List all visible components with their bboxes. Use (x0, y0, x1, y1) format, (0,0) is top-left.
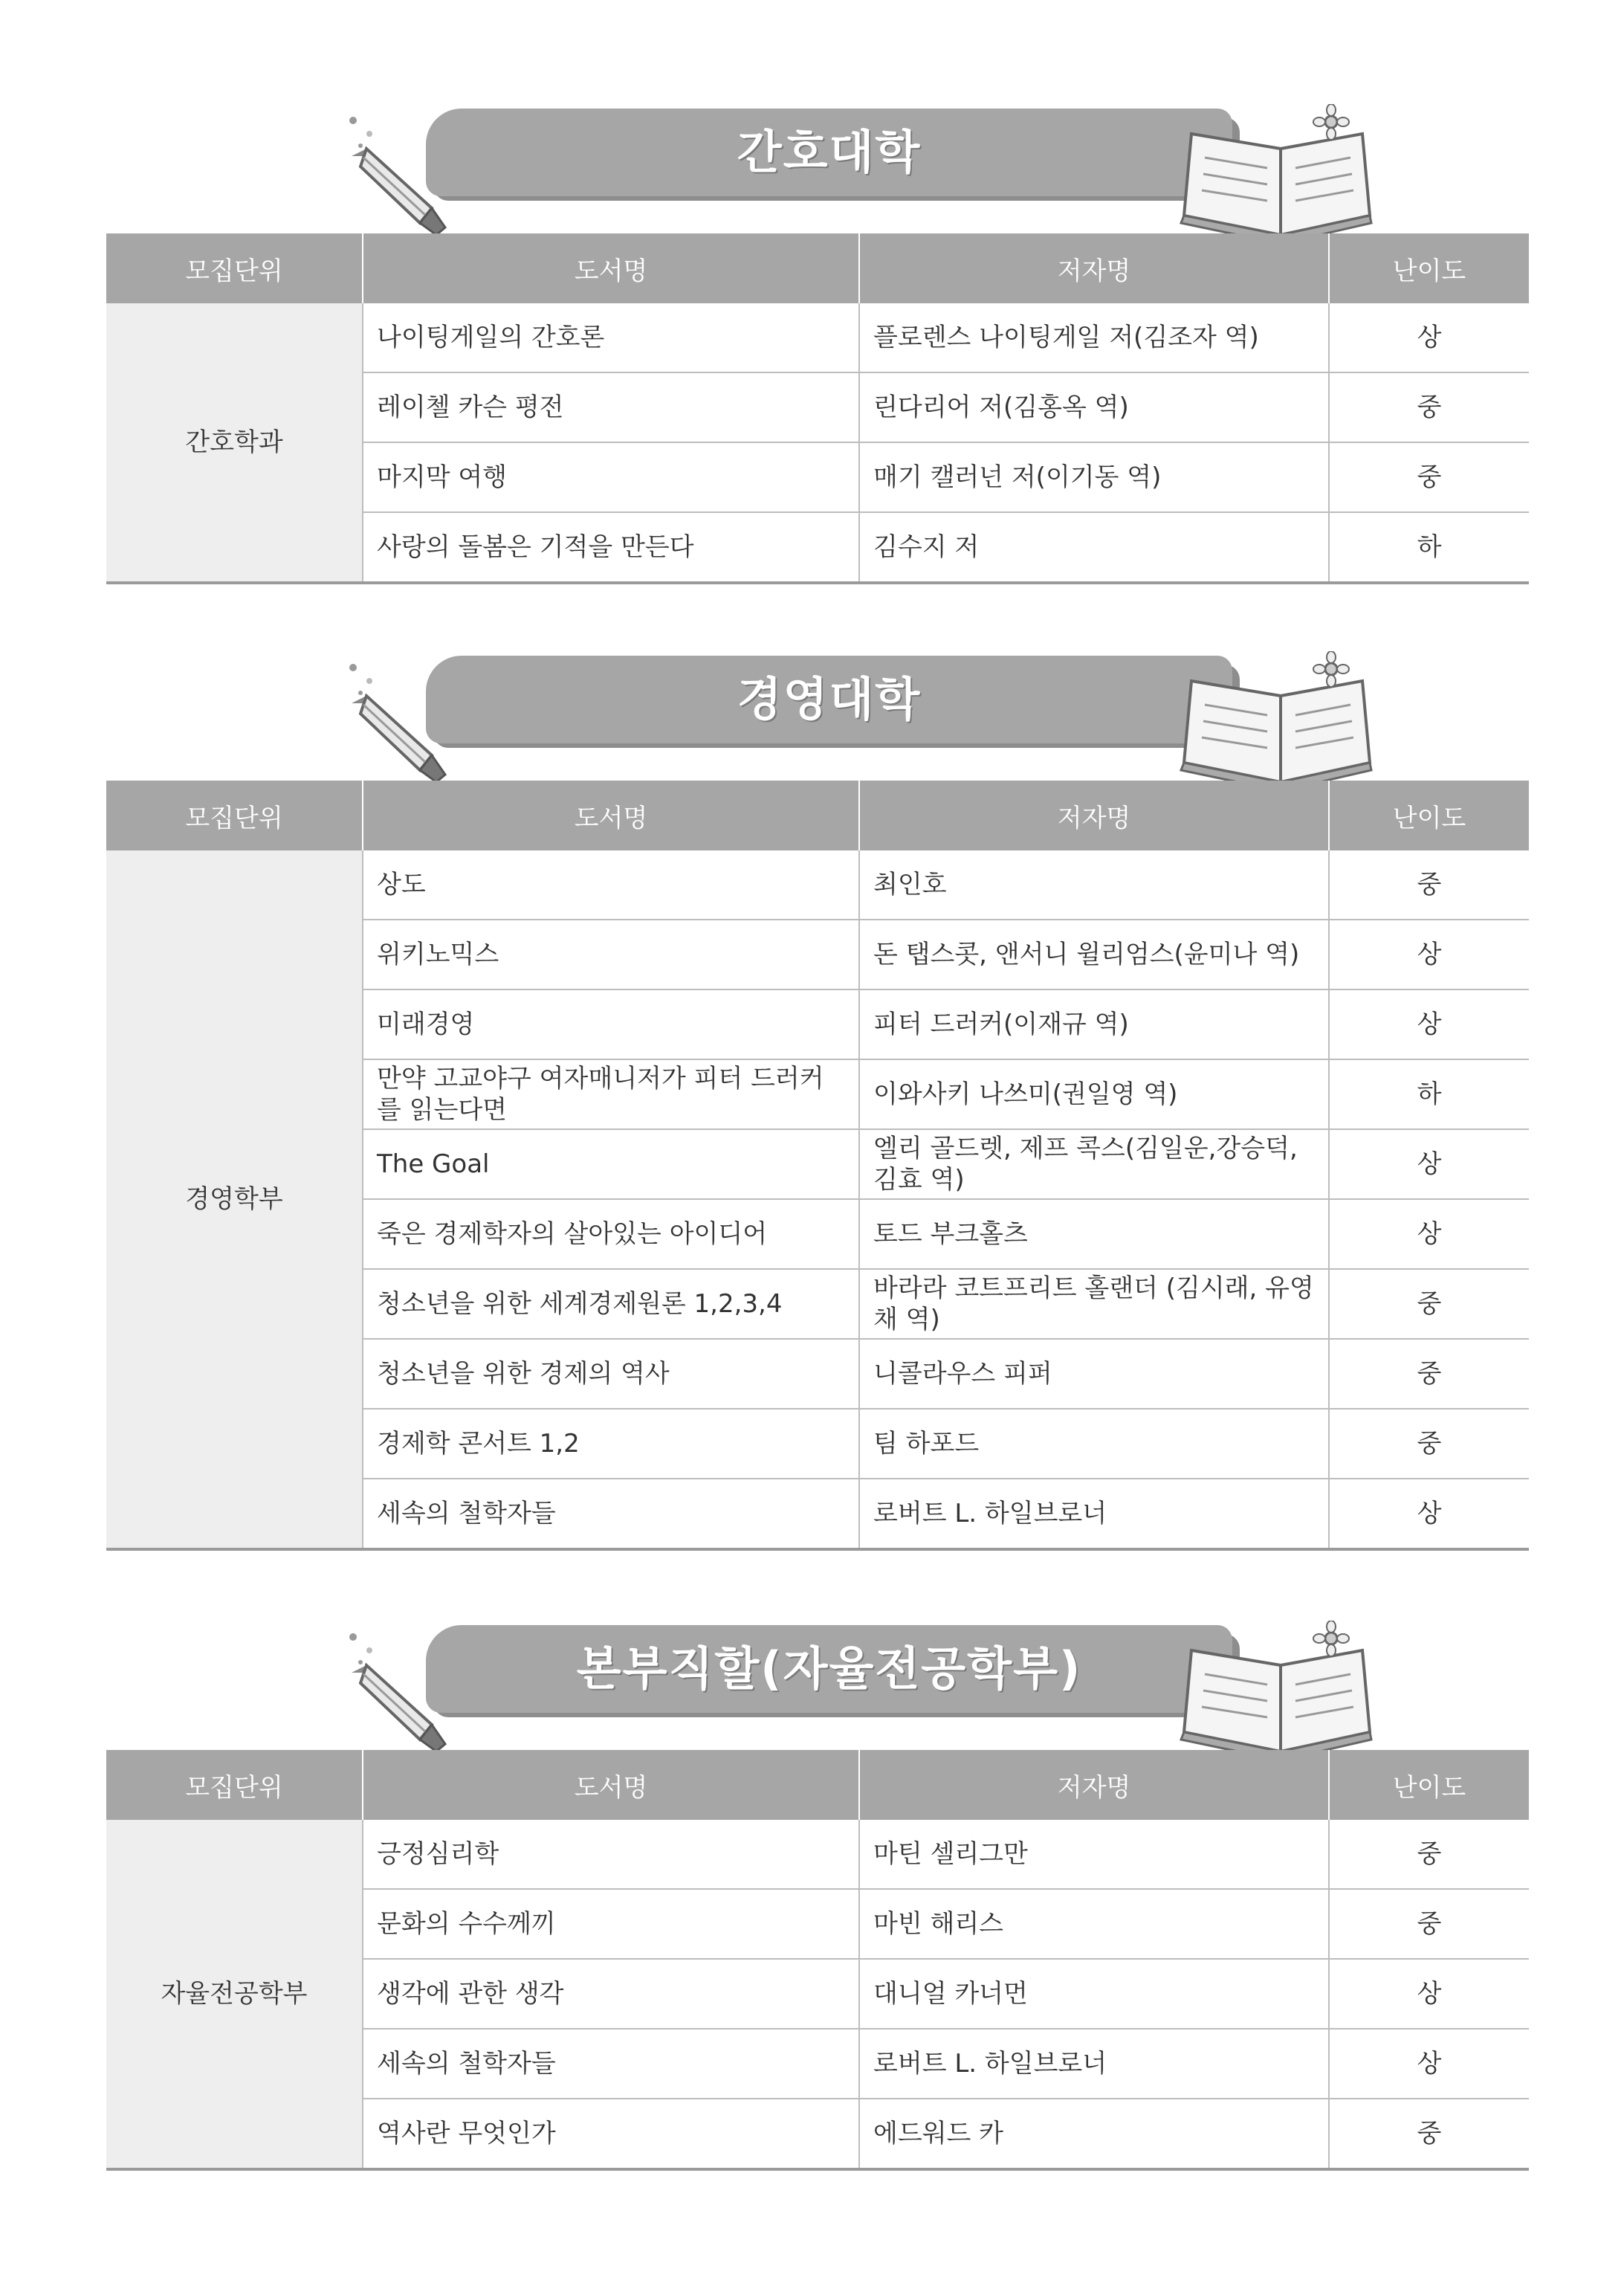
level-cell: 중 (1329, 1339, 1529, 1409)
header-book: 도서명 (363, 233, 859, 303)
unit-cell: 경영학부 (106, 850, 363, 1549)
level-cell: 상 (1329, 989, 1529, 1059)
unit-cell: 자율전공학부 (106, 1820, 363, 2169)
table-header-row (106, 1750, 1529, 1820)
author-cell: 팀 하포드 (859, 1409, 1329, 1479)
book-cell: 긍정심리학 (363, 1820, 859, 1889)
book-cell: 세속의 철학자들 (363, 1479, 859, 1549)
book-cell: 세속의 철학자들 (363, 2029, 859, 2099)
book-cell: 죽은 경제학자의 살아있는 아이디어 (363, 1199, 859, 1269)
author-cell: 린다리어 저(김홍옥 역) (859, 372, 1329, 442)
author-cell: 최인호 (859, 850, 1329, 920)
open-book-icon (1169, 104, 1385, 253)
header-author: 저자명 (859, 1750, 1329, 1820)
author-cell: 바라라 코트프리트 홀랜더 (김시래, 유영채 역) (859, 1269, 1329, 1339)
book-cell: 경제학 콘서트 1,2 (363, 1409, 859, 1479)
header-author: 저자명 (859, 233, 1329, 303)
table-row (106, 1820, 1529, 1889)
author-cell: 토드 부크홀츠 (859, 1199, 1329, 1269)
author-cell: 대니얼 카너먼 (859, 1959, 1329, 2029)
author-cell: 매기 캘러넌 저(이기동 역) (859, 442, 1329, 512)
level-cell: 상 (1329, 1199, 1529, 1269)
book-cell: 위키노믹스 (363, 920, 859, 989)
section-banner (106, 1621, 1529, 1717)
book-cell: 청소년을 위한 세계경제원론 1,2,3,4 (363, 1269, 859, 1339)
book-cell: 생각에 관한 생각 (363, 1959, 859, 2029)
level-cell: 중 (1329, 1820, 1529, 1889)
author-cell: 마틴 셀리그만 (859, 1820, 1329, 1889)
book-cell: 레이첼 카슨 평전 (363, 372, 859, 442)
book-cell: 마지막 여행 (363, 442, 859, 512)
author-cell: 피터 드러커(이재규 역) (859, 989, 1329, 1059)
section-title: 경영대학 (737, 672, 922, 726)
author-cell: 플로렌스 나이팅게일 저(김조자 역) (859, 303, 1329, 372)
header-author: 저자명 (859, 781, 1329, 850)
book-cell: 나이팅게일의 간호론 (363, 303, 859, 372)
author-cell: 로버트 L. 하일브로너 (859, 1479, 1329, 1549)
level-cell: 상 (1329, 2029, 1529, 2099)
level-cell: 상 (1329, 1959, 1529, 2029)
level-cell: 하 (1329, 1059, 1529, 1129)
level-cell: 중 (1329, 1269, 1529, 1339)
author-cell: 마빈 해리스 (859, 1889, 1329, 1959)
book-cell: 사랑의 돌봄은 기적을 만든다 (363, 512, 859, 583)
header-unit: 모집단위 (106, 781, 363, 850)
level-cell: 상 (1329, 1129, 1529, 1199)
level-cell: 하 (1329, 512, 1529, 583)
book-cell: 역사란 무엇인가 (363, 2099, 859, 2169)
book-table (106, 1750, 1529, 2171)
header-unit: 모집단위 (106, 233, 363, 303)
table-header-row (106, 233, 1529, 303)
section-title: 간호대학 (737, 125, 922, 179)
book-cell: 문화의 수수께끼 (363, 1889, 859, 1959)
author-cell: 에드워드 카 (859, 2099, 1329, 2169)
header-book: 도서명 (363, 1750, 859, 1820)
book-table (106, 781, 1529, 1551)
author-cell: 돈 탭스콧, 앤서니 윌리엄스(윤미나 역) (859, 920, 1329, 989)
level-cell: 상 (1329, 303, 1529, 372)
level-cell: 상 (1329, 1479, 1529, 1549)
author-cell: 엘리 골드렛, 제프 콕스(김일운,강승덕,김효 역) (859, 1129, 1329, 1199)
header-level: 난이도 (1329, 781, 1529, 850)
header-unit: 모집단위 (106, 1750, 363, 1820)
header-level: 난이도 (1329, 233, 1529, 303)
section-banner (106, 104, 1529, 201)
book-cell: 만약 고교야구 여자매니저가 피터 드러커를 읽는다면 (363, 1059, 859, 1129)
author-cell: 로버트 L. 하일브로너 (859, 2029, 1329, 2099)
level-cell: 상 (1329, 920, 1529, 989)
book-cell: The Goal (363, 1129, 859, 1199)
book-cell: 상도 (363, 850, 859, 920)
book-cell: 청소년을 위한 경제의 역사 (363, 1339, 859, 1409)
level-cell: 중 (1329, 1889, 1529, 1959)
author-cell: 이와사키 나쓰미(권일영 역) (859, 1059, 1329, 1129)
table-row (106, 850, 1529, 920)
header-level: 난이도 (1329, 1750, 1529, 1820)
open-book-icon (1169, 651, 1385, 800)
level-cell: 중 (1329, 850, 1529, 920)
table-header-row (106, 781, 1529, 850)
level-cell: 중 (1329, 372, 1529, 442)
section-banner (106, 651, 1529, 748)
level-cell: 중 (1329, 1409, 1529, 1479)
book-table (106, 233, 1529, 584)
author-cell: 니콜라우스 피퍼 (859, 1339, 1329, 1409)
author-cell: 김수지 저 (859, 512, 1329, 583)
open-book-icon (1169, 1621, 1385, 1769)
level-cell: 중 (1329, 442, 1529, 512)
table-row (106, 303, 1529, 372)
book-cell: 미래경영 (363, 989, 859, 1059)
section-title: 본부직할(자율전공학부) (576, 1641, 1082, 1696)
level-cell: 중 (1329, 2099, 1529, 2169)
unit-cell: 간호학과 (106, 303, 363, 583)
header-book: 도서명 (363, 781, 859, 850)
